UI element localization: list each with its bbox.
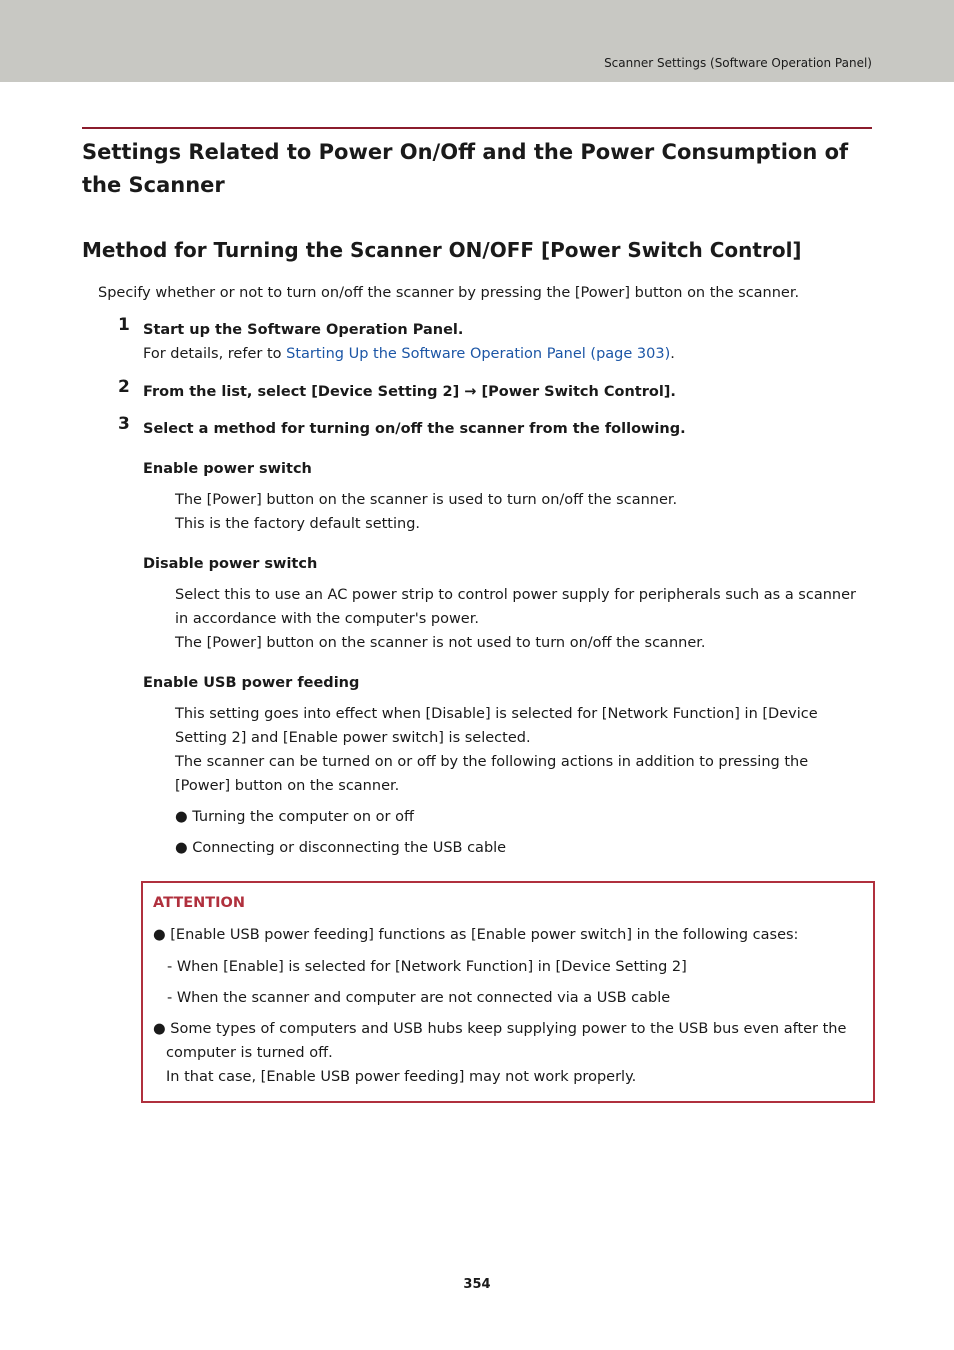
step-detail [143, 342, 675, 366]
option-body-enable-usb-power-feeding [175, 702, 875, 798]
detail-prefix: For details, refer to [143, 346, 287, 362]
step-number: 3 [118, 414, 130, 434]
option-title-disable-power-switch: Disable power switch [143, 556, 318, 572]
page-number: 354 [463, 1277, 491, 1292]
option-line: The [Power] button on the scanner is used to turn on/off the scanner. [175, 492, 678, 508]
option-line: [Power] button on the scanner. [175, 778, 400, 794]
option-title-enable-power-switch: Enable power switch [143, 461, 312, 477]
option-line: This setting goes into effect when [Disable] is selected for [Network Function] in [Device [175, 706, 818, 722]
step-number: 2 [118, 377, 130, 397]
step-text: From the list, select [Device Setting 2] → [Power Switch Control]. [143, 384, 676, 400]
attention-item: ● Some types of computers and USB hubs keep supplying power to the USB bus even after the [153, 1021, 847, 1037]
option-line: This is the factory default setting. [175, 516, 421, 532]
step-text: Start up the Software Operation Panel. [143, 322, 464, 338]
detail-suffix: . [670, 346, 675, 362]
option-line: The scanner can be turned on or off by the following actions in addition to pressing the [175, 754, 809, 770]
option-title-enable-usb-power-feeding: Enable USB power feeding [143, 675, 360, 691]
page-header [0, 0, 954, 82]
option-line: Select this to use an AC power strip to control power supply for peripherals such as a scanner [175, 587, 856, 603]
reference-link[interactable]: Starting Up the Software Operation Panel (page 303) [286, 346, 671, 362]
option-line: in accordance with the computer's power. [175, 611, 479, 627]
bullet-item: ● Turning the computer on or off [175, 809, 414, 825]
option-line: Setting 2] and [Enable power switch] is selected. [175, 730, 531, 746]
section-rule [82, 127, 872, 129]
attention-subitem: - When [Enable] is selected for [Network Function] in [Device Setting 2] [167, 959, 687, 975]
option-body-enable-power-switch [175, 488, 875, 536]
subsection-title: Method for Turning the Scanner ON/OFF [Power Switch Control] [82, 238, 802, 262]
option-body-disable-power-switch [175, 583, 875, 655]
bullet-item: ● Connecting or disconnecting the USB cable [175, 840, 507, 856]
section-title: Settings Related to Power On/Off and the Power Consumption of the Scanner [82, 140, 849, 197]
attention-title: ATTENTION [153, 895, 245, 911]
attention-subitem: - When the scanner and computer are not connected via a USB cable [167, 990, 671, 1006]
intro-text: Specify whether or not to turn on/off the scanner by pressing the [Power] button on the scanner. [98, 285, 800, 301]
step-number: 1 [118, 315, 130, 335]
step-text: Select a method for turning on/off the scanner from the following. [143, 421, 686, 437]
header-title: Scanner Settings (Software Operation Panel) [604, 56, 872, 70]
attention-item-continued: computer is turned off. [166, 1045, 333, 1061]
attention-item: ● [Enable USB power feeding] functions as [Enable power switch] in the following cases: [153, 927, 799, 943]
attention-item-continued: In that case, [Enable USB power feeding] may not work properly. [166, 1069, 637, 1085]
option-line: The [Power] button on the scanner is not used to turn on/off the scanner. [175, 635, 706, 651]
attention-box [141, 881, 875, 1103]
